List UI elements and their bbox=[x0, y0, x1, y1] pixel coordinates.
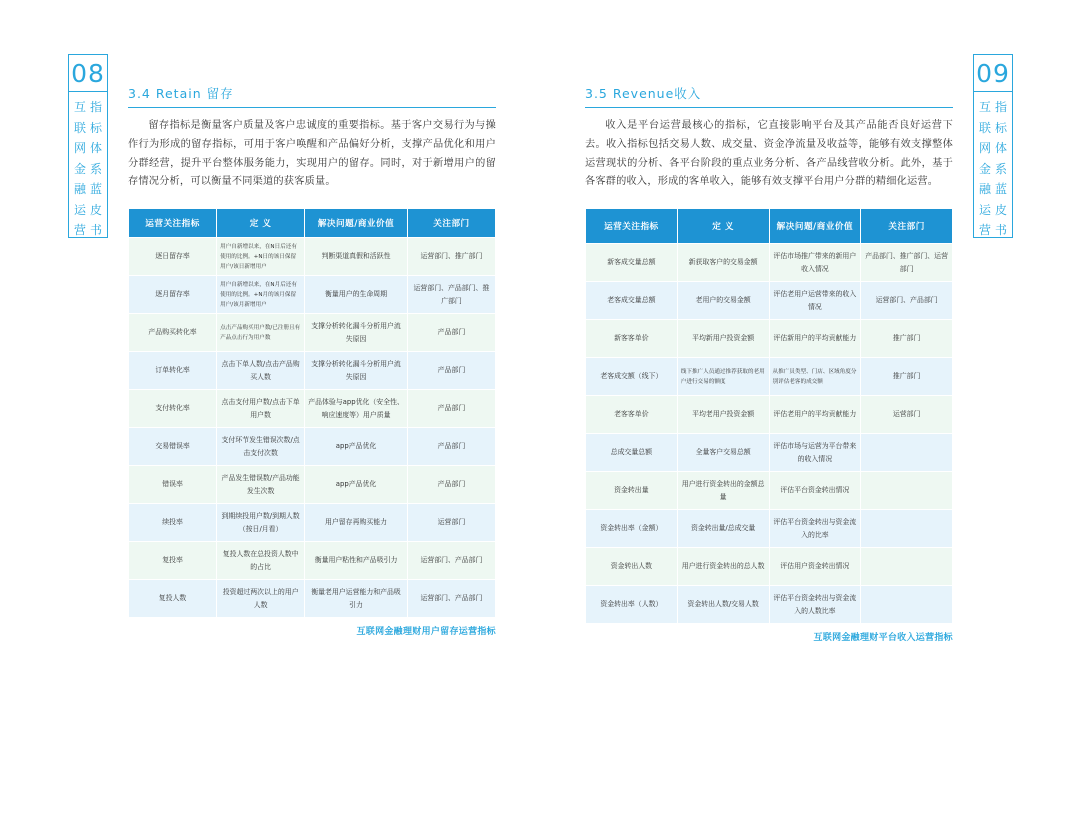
department-cell: 推广部门 bbox=[861, 358, 953, 396]
value-cell: 从推广员类型、门店、区域角度分别评估老客的成交额 bbox=[769, 358, 861, 396]
section-title-retain: 3.4 Retain 留存 bbox=[128, 84, 496, 108]
definition-cell: 全量客户交易总额 bbox=[677, 434, 769, 472]
metric-cell: 新客成交量总额 bbox=[586, 244, 678, 282]
definition-cell: 资金转出人数/交易人数 bbox=[677, 586, 769, 624]
department-cell: 产品部门 bbox=[407, 352, 495, 390]
department-cell bbox=[861, 510, 953, 548]
definition-cell: 新获取客户的交易金额 bbox=[677, 244, 769, 282]
value-cell: 评估新用户的平均贡献能力 bbox=[769, 320, 861, 358]
tab-vertical-text bbox=[974, 92, 1012, 241]
col-header-department: 关注部门 bbox=[861, 209, 953, 244]
value-cell: 衡量用户粘性和产品吸引力 bbox=[305, 542, 408, 580]
metric-cell: 交易错误率 bbox=[129, 428, 217, 466]
retain-paragraph: 留存指标是衡量客户质量及客户忠诚度的重要指标。基于客户交易行为与操作行为形成的留存指标，可用于客户唤醒和产品偏好分析，支撑产品优化和用户分群经营，提升平台整体服务能力，实现用户的留存。同时，对于新增用户的留存情况分析，可以衡量不同渠道的获客质量。 bbox=[128, 120, 496, 188]
value-cell: 评估平台资金转出情况 bbox=[769, 472, 861, 510]
definition-cell: 线下推广人员通过推荐获取的老用户进行交易的额度 bbox=[677, 358, 769, 396]
table-row bbox=[586, 396, 953, 434]
value-cell: 产品体验与app优化（安全性、响应速度等）用户质量 bbox=[305, 390, 408, 428]
tab-text-col2: 指标体系蓝皮书 bbox=[994, 100, 1007, 237]
table-row bbox=[586, 434, 953, 472]
definition-cell: 平均老用户投资金额 bbox=[677, 396, 769, 434]
metric-cell: 复投率 bbox=[129, 542, 217, 580]
definition-cell: 资金转出量/总成交量 bbox=[677, 510, 769, 548]
table-row bbox=[129, 238, 496, 276]
definition-cell: 平均新用户投资金额 bbox=[677, 320, 769, 358]
value-cell: 评估市场推广带来的新用户收入情况 bbox=[769, 244, 861, 282]
department-cell bbox=[861, 586, 953, 624]
value-cell: 评估市场与运营为平台带来的收入情况 bbox=[769, 434, 861, 472]
page-number-right: 09 bbox=[974, 55, 1012, 92]
value-cell: 衡量老用户运营能力和产品吸引力 bbox=[305, 580, 408, 618]
tab-text-col1: 互联网金融运营 bbox=[978, 100, 991, 237]
value-cell: 评估用户资金转出情况 bbox=[769, 548, 861, 586]
definition-cell: 用户自新增以来，在N月后还有使用的比例。+N月的该月保留用户/该月新增用户 bbox=[217, 276, 305, 314]
col-header-metric: 运营关注指标 bbox=[586, 209, 678, 244]
department-cell bbox=[861, 548, 953, 586]
metric-cell: 支付转化率 bbox=[129, 390, 217, 428]
section-title-revenue: 3.5 Revenue收入 bbox=[585, 84, 953, 108]
metric-cell: 老客客单价 bbox=[586, 396, 678, 434]
metric-cell: 老客成交额（线下） bbox=[586, 358, 678, 396]
definition-cell: 点击下单人数/点击产品购买人数 bbox=[217, 352, 305, 390]
definition-cell: 支付环节发生错误次数/点击支付次数 bbox=[217, 428, 305, 466]
table-row bbox=[129, 504, 496, 542]
table-row bbox=[586, 282, 953, 320]
table-row bbox=[129, 314, 496, 352]
metric-cell: 新客客单价 bbox=[586, 320, 678, 358]
value-cell: 衡量用户的生命周期 bbox=[305, 276, 408, 314]
revenue-paragraph: 收入是平台运营最核心的指标，它直接影响平台及其产品能否良好运营下去。收入指标包括交易人数、成交量、资金净流量及收益等，能够有效支撑整体运营现状的分析、各平台阶段的重点业务分析、各产品线营收分析。此外，基于各客群的收入，形成的客单收入，能够有效支撑平台用户分群的精细化运营。 bbox=[585, 120, 953, 188]
definition-cell: 产品发生错误数/产品功能发生次数 bbox=[217, 466, 305, 504]
value-cell: 评估平台资金转出与资金流入的人数比率 bbox=[769, 586, 861, 624]
col-header-definition: 定 义 bbox=[217, 209, 305, 238]
left-page bbox=[128, 84, 496, 637]
table-row bbox=[586, 548, 953, 586]
tab-text-col2: 指标体系蓝皮书 bbox=[89, 100, 102, 237]
metric-cell: 错误率 bbox=[129, 466, 217, 504]
department-cell: 运营部门、产品部门 bbox=[407, 542, 495, 580]
metric-cell: 订单转化率 bbox=[129, 352, 217, 390]
definition-cell: 老用户的交易金额 bbox=[677, 282, 769, 320]
value-cell: 用户留存再购买能力 bbox=[305, 504, 408, 542]
table-row bbox=[586, 358, 953, 396]
page-number-left: 08 bbox=[69, 55, 107, 92]
table-row bbox=[586, 320, 953, 358]
definition-cell: 点击支付用户数/点击下单用户数 bbox=[217, 390, 305, 428]
value-cell: 支撑分析转化漏斗分析用户流失原因 bbox=[305, 352, 408, 390]
table-row bbox=[586, 586, 953, 624]
retain-table-caption: 互联网金融理财用户留存运营指标 bbox=[356, 627, 496, 638]
metric-cell: 续投率 bbox=[129, 504, 217, 542]
col-header-metric: 运营关注指标 bbox=[129, 209, 217, 238]
department-cell: 产品部门 bbox=[407, 428, 495, 466]
metric-cell: 复投人数 bbox=[129, 580, 217, 618]
department-cell bbox=[861, 472, 953, 510]
col-header-value: 解决问题/商业价值 bbox=[769, 209, 861, 244]
table-row bbox=[586, 472, 953, 510]
revenue-table bbox=[585, 208, 953, 624]
definition-cell: 用户进行资金转出的总人数 bbox=[677, 548, 769, 586]
definition-cell: 到期续投用户数/到期人数（按日/月看） bbox=[217, 504, 305, 542]
tab-text-col1: 互联网金融运营 bbox=[73, 100, 86, 237]
department-cell: 运营部门、推广部门 bbox=[407, 238, 495, 276]
value-cell: 支撑分析转化漏斗分析用户流失原因 bbox=[305, 314, 408, 352]
tab-vertical-text bbox=[69, 92, 107, 241]
department-cell: 运营部门 bbox=[407, 504, 495, 542]
department-cell: 运营部门、产品部门 bbox=[407, 580, 495, 618]
table-row bbox=[129, 428, 496, 466]
value-cell: app产品优化 bbox=[305, 428, 408, 466]
metric-cell: 资金转出人数 bbox=[586, 548, 678, 586]
metric-cell: 老客成交量总额 bbox=[586, 282, 678, 320]
department-cell: 产品部门 bbox=[407, 314, 495, 352]
page-tab-left bbox=[68, 54, 108, 238]
metric-cell: 资金转出量 bbox=[586, 472, 678, 510]
value-cell: 评估老用户的平均贡献能力 bbox=[769, 396, 861, 434]
table-row bbox=[586, 510, 953, 548]
department-cell: 推广部门 bbox=[861, 320, 953, 358]
department-cell: 产品部门 bbox=[407, 390, 495, 428]
metric-cell: 产品购买转化率 bbox=[129, 314, 217, 352]
value-cell: 评估平台资金转出与资金流入的比率 bbox=[769, 510, 861, 548]
metric-cell: 资金转出率（人数） bbox=[586, 586, 678, 624]
col-header-definition: 定 义 bbox=[677, 209, 769, 244]
definition-cell: 用户进行资金转出的金额总量 bbox=[677, 472, 769, 510]
table-row bbox=[129, 466, 496, 504]
metric-cell: 逐日留存率 bbox=[129, 238, 217, 276]
department-cell: 运营部门、产品部门 bbox=[861, 282, 953, 320]
metric-cell: 资金转出率（金额） bbox=[586, 510, 678, 548]
table-row bbox=[129, 580, 496, 618]
metric-cell: 总成交量总额 bbox=[586, 434, 678, 472]
department-cell: 产品部门 bbox=[407, 466, 495, 504]
retain-table bbox=[128, 208, 496, 618]
col-header-value: 解决问题/商业价值 bbox=[305, 209, 408, 238]
value-cell: 评估老用户运营带来的收入情况 bbox=[769, 282, 861, 320]
department-cell: 运营部门 bbox=[861, 396, 953, 434]
table-row bbox=[129, 390, 496, 428]
department-cell: 运营部门、产品部门、推广部门 bbox=[407, 276, 495, 314]
table-row bbox=[586, 244, 953, 282]
definition-cell: 点击产品购买用户数/已注册且有产品点击行为用户数 bbox=[217, 314, 305, 352]
table-row bbox=[129, 542, 496, 580]
value-cell: app产品优化 bbox=[305, 466, 408, 504]
department-cell: 产品部门、推广部门、运营部门 bbox=[861, 244, 953, 282]
definition-cell: 复投人数在总投资人数中的占比 bbox=[217, 542, 305, 580]
table-row bbox=[129, 352, 496, 390]
table-row bbox=[129, 276, 496, 314]
value-cell: 判断渠道真假和活跃性 bbox=[305, 238, 408, 276]
definition-cell: 用户自新增以来，在N日后还有使用的比例。+N日的该日保留用户/该日新增用户 bbox=[217, 238, 305, 276]
right-page bbox=[585, 84, 953, 643]
definition-cell: 投资超过两次以上的用户人数 bbox=[217, 580, 305, 618]
revenue-table-caption: 互联网金融理财平台收入运营指标 bbox=[813, 633, 953, 644]
page-tab-right bbox=[973, 54, 1013, 238]
col-header-department: 关注部门 bbox=[407, 209, 495, 238]
department-cell bbox=[861, 434, 953, 472]
metric-cell: 逐月留存率 bbox=[129, 276, 217, 314]
